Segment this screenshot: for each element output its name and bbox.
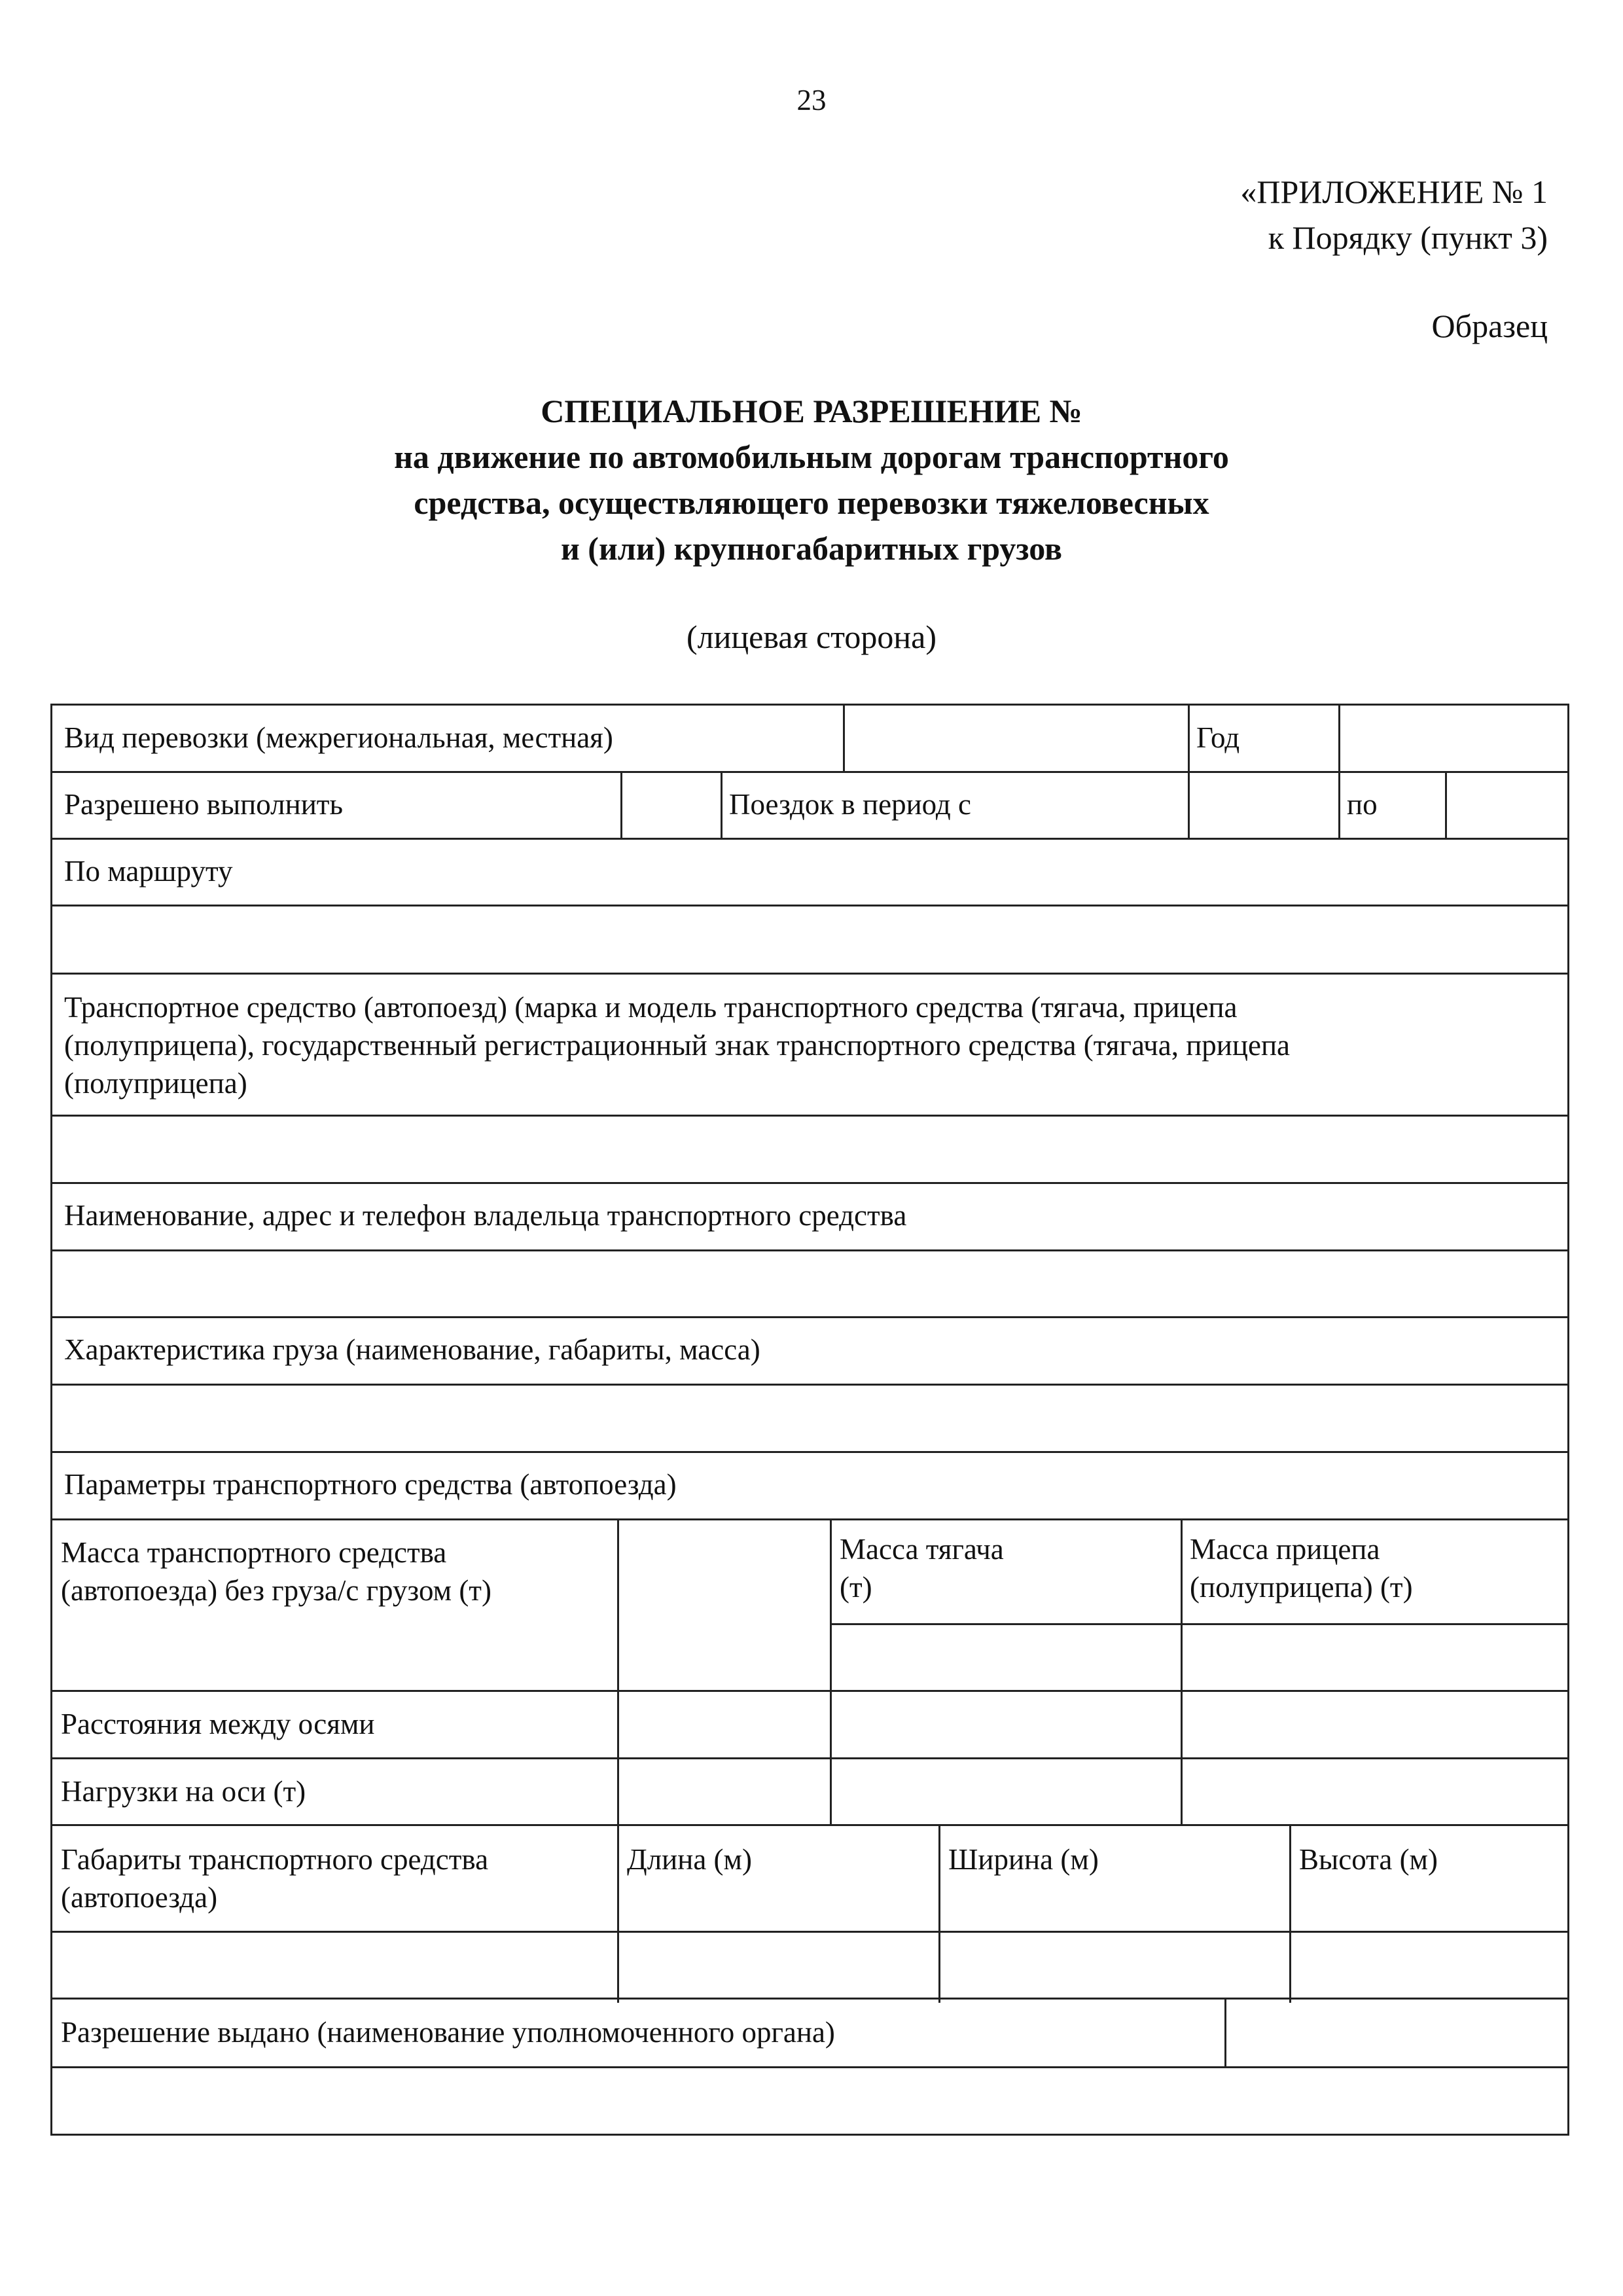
label-year: Год — [1196, 721, 1240, 754]
appendix-line1: «ПРИЛОЖЕНИЕ № 1 — [1240, 173, 1548, 210]
field-vehicle[interactable] — [53, 1117, 1567, 1181]
label-height: Высота (м) — [1299, 1843, 1438, 1876]
field-transport-type[interactable] — [846, 706, 1187, 770]
field-issued-by[interactable] — [1227, 2000, 1567, 2066]
sample-label: Образец — [1431, 308, 1548, 344]
label-mass-line2: (автопоезда) без груза/с грузом (т) — [61, 1574, 491, 1607]
label-trailer-mass-line1: Масса прицепа — [1190, 1533, 1380, 1566]
label-tractor-mass-line1: Масса тягача — [840, 1533, 1004, 1566]
field-cargo[interactable] — [53, 1386, 1567, 1450]
field-year[interactable] — [1341, 706, 1567, 770]
field-height[interactable] — [1292, 1933, 1567, 1997]
field-width[interactable] — [941, 1933, 1289, 1997]
label-dimensions-line1: Габариты транспортного средства — [61, 1843, 489, 1876]
label-params: Параметры транспортного средства (автопоезда) — [64, 1468, 677, 1501]
field-period-to[interactable] — [1448, 774, 1567, 837]
label-route: По маршруту — [64, 855, 233, 888]
field-axle-distance-2[interactable] — [832, 1693, 1180, 1757]
label-vehicle-line3: (полуприцепа) — [64, 1067, 247, 1100]
field-axle-load-1[interactable] — [620, 1760, 829, 1823]
label-dimensions-line2: (автопоезда) — [61, 1881, 218, 1914]
label-mass-line1: Масса транспортного средства — [61, 1536, 447, 1569]
side-label: (лицевая сторона) — [687, 619, 936, 655]
field-length[interactable] — [620, 1933, 938, 1997]
field-vehicle-mass[interactable] — [620, 1521, 829, 1691]
label-axle-load: Нагрузки на оси (т) — [61, 1775, 306, 1808]
document-subtitle-line2: средства, осуществляющего перевозки тяжеловесных — [414, 484, 1209, 521]
field-trailer-mass[interactable] — [1183, 1626, 1567, 1689]
label-axle-distance: Расстояния между осями — [61, 1708, 375, 1740]
label-transport-type: Вид перевозки (межрегиональная, местная) — [64, 721, 613, 754]
label-vehicle-line2: (полуприцепа), государственный регистрационный знак транспортного средства (тягача, прицепа — [64, 1029, 1290, 1062]
label-tractor-mass-line2: (т) — [840, 1571, 872, 1604]
label-cargo: Характеристика груза (наименование, габариты, масса) — [64, 1333, 760, 1366]
field-trips-count[interactable] — [623, 774, 720, 837]
label-trailer-mass-line2: (полуприцепа) (т) — [1190, 1571, 1413, 1604]
label-length: Длина (м) — [627, 1843, 752, 1876]
label-issued-by: Разрешение выдано (наименование уполномоченного органа) — [61, 2016, 835, 2049]
field-route[interactable] — [53, 907, 1567, 972]
document-subtitle-line1: на движение по автомобильным дорогам транспортного — [394, 439, 1229, 475]
field-tractor-mass[interactable] — [832, 1626, 1180, 1689]
document-title: СПЕЦИАЛЬНОЕ РАЗРЕШЕНИЕ № — [541, 393, 1082, 429]
field-axle-distance-3[interactable] — [1183, 1693, 1567, 1757]
label-to: по — [1347, 788, 1378, 821]
label-vehicle-line1: Транспортное средство (автопоезд) (марка и модель транспортного средства (тягача, прицепа — [64, 991, 1238, 1024]
field-axle-distance-1[interactable] — [620, 1693, 829, 1757]
field-issued-by-details[interactable] — [53, 2069, 1567, 2133]
label-allowed: Разрешено выполнить — [64, 788, 343, 821]
field-dimensions[interactable] — [53, 1933, 616, 1997]
field-period-from[interactable] — [1190, 774, 1338, 837]
document-subtitle-line3: и (или) крупногабаритных грузов — [561, 530, 1062, 567]
field-axle-load-3[interactable] — [1183, 1760, 1567, 1823]
appendix-line2: к Порядку (пункт 3) — [1268, 219, 1548, 256]
label-trips-period: Поездок в период с — [729, 788, 971, 821]
label-width: Ширина (м) — [948, 1843, 1099, 1876]
field-axle-load-2[interactable] — [832, 1760, 1180, 1823]
label-owner: Наименование, адрес и телефон владельца транспортного средства — [64, 1199, 907, 1232]
field-owner[interactable] — [53, 1252, 1567, 1316]
page-number: 23 — [796, 84, 827, 117]
